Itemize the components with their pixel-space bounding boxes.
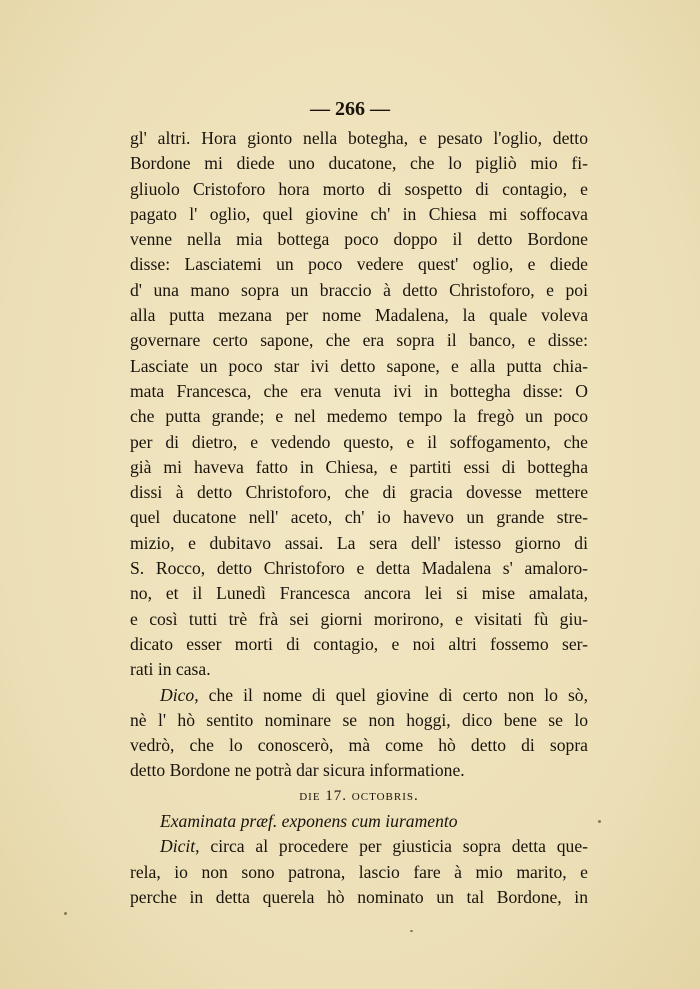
paragraph-deposition xyxy=(130,126,588,683)
text-line: gliuolo Cristoforo hora morto di sospetto di contagio, e xyxy=(130,178,588,199)
text-line: che putta grande; e nel medemo tempo la fregò un poco xyxy=(130,406,588,427)
text-line: gl' altri. Hora gionto nella botegha, e pesato l'oglio, detto xyxy=(130,128,588,148)
text-line: vedrò, che lo conoscerò, mà come hò detto di sopra xyxy=(130,735,588,756)
paragraph-dicit xyxy=(130,834,588,910)
text-line: rela, io non sono patrona, lascio fare à mio marito, e xyxy=(130,861,588,882)
text-line: già mi haveva fatto in Chiesa, e partiti essi di bottegha xyxy=(130,456,588,477)
text-line: per di dietro, e vedendo questo, e il soffogamento, che xyxy=(130,431,588,452)
line-rest: che il nome di quel giovine di certo non lo sò, xyxy=(198,684,588,705)
paper-speck xyxy=(410,930,413,932)
text-line: detto Bordone ne potrà dar sicura informatione. xyxy=(130,760,465,781)
lead-word: Dicit, xyxy=(160,836,200,857)
text-line: nè l' hò sentito nominare se non hoggi, dico bene se lo xyxy=(130,709,588,730)
text-line: mata Francesca, che era venuta ivi in bottegha disse: O xyxy=(130,380,588,401)
text-line: dissi à detto Christoforo, che di gracia dovesse mettere xyxy=(130,482,588,503)
page-number: — 266 — xyxy=(310,98,390,120)
lead-word: Dico, xyxy=(160,684,199,705)
text-line: perche in detta querela hò nominato un tal Bordone, in xyxy=(130,886,588,907)
text-line: e così tutti trè frà sei giorni morirono, e visitati fù giu- xyxy=(130,608,588,629)
text-line: S. Rocco, detto Christoforo e detta Madalena s' amaloro- xyxy=(130,558,588,579)
text-line xyxy=(130,683,588,708)
date-heading: die 17. octobris. xyxy=(299,787,419,804)
text-line: rati in casa. xyxy=(130,659,211,680)
text-line: Bordone mi diede uno ducatone, che lo pigliò mio fi- xyxy=(130,153,588,174)
text-line: venne nella mia bottega poco doppo il detto Bordone xyxy=(130,229,588,250)
text-line: disse: Lasciatemi un poco vedere quest' oglio, e diede xyxy=(130,254,588,275)
paragraph-dico xyxy=(130,683,588,784)
text-block xyxy=(130,126,588,910)
text-line: quel ducatone nell' aceto, ch' io havevo un grande stre- xyxy=(130,507,588,528)
text-line: pagato l' oglio, quel giovine ch' in Chiesa mi soffocava xyxy=(130,203,588,224)
examination-heading: Examinata præf. exponens cum iuramento xyxy=(160,811,458,832)
text-line xyxy=(130,834,588,859)
paper-speck xyxy=(64,912,67,915)
text-line: d' una mano sopra un braccio à detto Christoforo, e poi xyxy=(130,279,588,300)
text-line: dicato esser morti di contagio, e noi altri fossemo ser- xyxy=(130,633,588,654)
text-line: Lasciate un poco star ivi detto sapone, e alla putta chia- xyxy=(130,355,588,376)
line-rest: circa al procedere per giusticia sopra detta que- xyxy=(199,836,588,857)
text-line: mizio, e dubitavo assai. La sera dell' istesso giorno di xyxy=(130,532,588,553)
paper-speck xyxy=(598,820,601,823)
text-line: governare certo sapone, che era sopra il banco, e disse: xyxy=(130,330,588,351)
text-line: alla putta mezana per nome Madalena, la quale voleva xyxy=(130,305,588,326)
text-line: no, et il Lunedì Francesca ancora lei si mise amalata, xyxy=(130,583,588,604)
